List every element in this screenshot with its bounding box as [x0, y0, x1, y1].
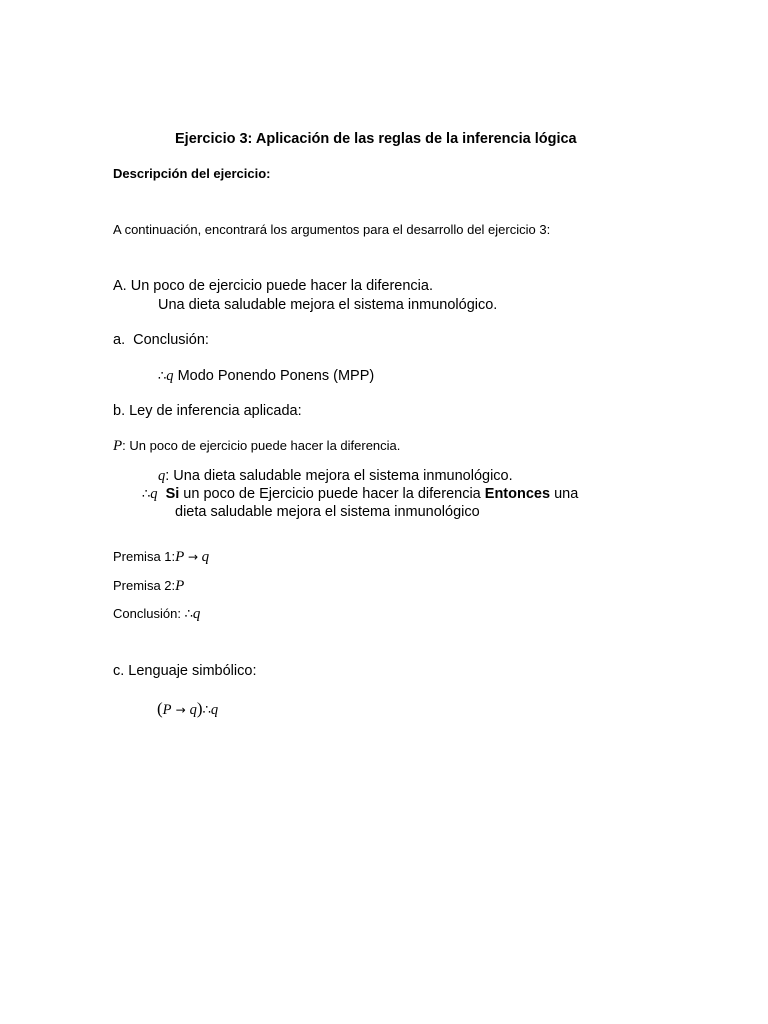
variable-p: P [113, 438, 123, 454]
premise-p-definition [113, 438, 400, 455]
variable-q: q [189, 702, 197, 718]
open-parenthesis: ( [157, 699, 163, 718]
premise-2 [113, 578, 184, 595]
premise-1 [113, 549, 209, 566]
conclusion-line [113, 606, 200, 623]
therefore-symbol: ∴ [184, 607, 193, 622]
law-label: b. Ley de inferencia aplicada: [113, 403, 302, 419]
premise-q-definition [158, 468, 513, 485]
variable-q: q [166, 368, 174, 384]
argument-a-line1: A. Un poco de ejercicio puede hacer la diferencia. [113, 278, 433, 294]
symbolic-expression [157, 699, 218, 719]
page-title: Ejercicio 3: Aplicación de las reglas de la inferencia lógica [175, 131, 577, 147]
premise-1-label: Premisa 1: [113, 549, 176, 564]
inference-una-text: una [554, 486, 579, 502]
variable-p: P [162, 702, 172, 718]
therefore-symbol: ∴ [158, 369, 167, 384]
argument-a-line2: Una dieta saludable mejora el sistema inmunológico. [158, 297, 498, 313]
conclusion-label: a. Conclusión: [113, 332, 209, 348]
q-definition-text: : Una dieta saludable mejora el sistema inmunológico. [165, 468, 513, 484]
therefore-symbol: ∴ [202, 703, 211, 718]
intro-text: A continuación, encontrará los argumentos para el desarrollo del ejercicio 3: [113, 222, 551, 237]
variable-q: q [150, 486, 158, 502]
inference-statement-line1 [142, 486, 578, 503]
keyword-entonces: Entonces [484, 486, 551, 502]
inference-middle-text: un poco de Ejercicio puede hacer la diferencia [183, 486, 481, 502]
implication-arrow: → [187, 550, 198, 564]
premise-2-label: Premisa 2: [113, 578, 176, 593]
conclusion-statement [158, 368, 374, 385]
description-heading: Descripción del ejercicio: [113, 166, 271, 181]
keyword-si: Si [165, 486, 180, 502]
p-definition-text: : Un poco de ejercicio puede hacer la diferencia. [122, 438, 401, 453]
variable-p: P [175, 578, 185, 594]
variable-q: q [210, 702, 219, 718]
close-parenthesis: ) [196, 699, 203, 718]
conclusion-line-label: Conclusión: [113, 606, 181, 621]
variable-q: q [192, 606, 201, 622]
variable-q: q [158, 468, 166, 484]
inference-statement-line2: dieta saludable mejora el sistema inmunológico [175, 504, 480, 520]
implication-arrow: → [175, 703, 186, 717]
symbolic-label: c. Lenguaje simbólico: [113, 663, 257, 679]
conclusion-rule-name: Modo Ponendo Ponens (MPP) [177, 368, 375, 384]
variable-q: q [201, 549, 210, 565]
variable-p: P [175, 549, 185, 565]
therefore-symbol: ∴ [142, 487, 151, 502]
